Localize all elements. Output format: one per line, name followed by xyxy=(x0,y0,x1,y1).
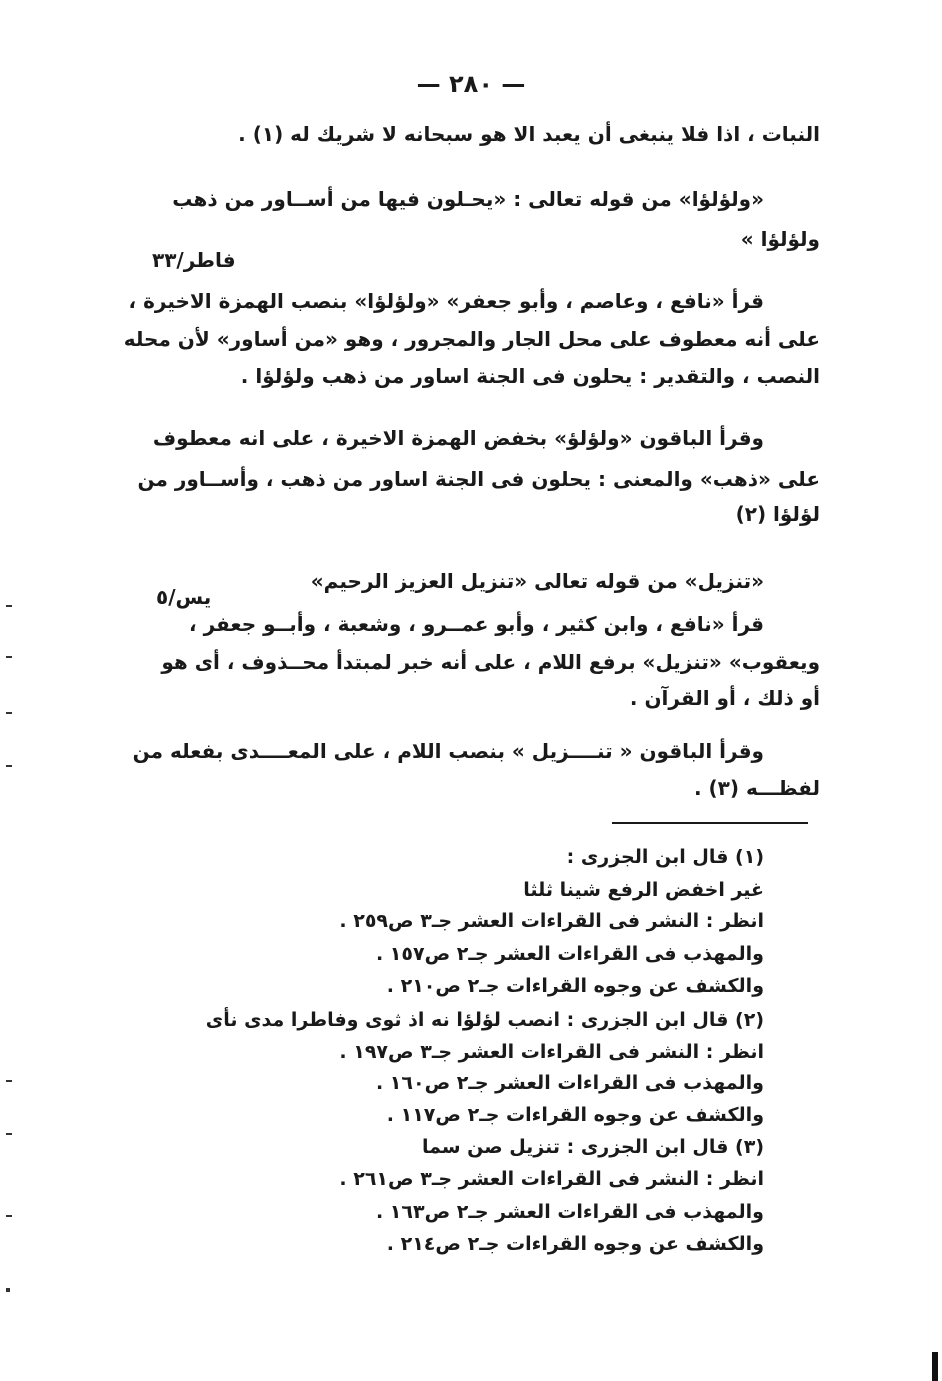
body-line: قرأ «نافع ، وابن كثير ، وأبو عمــرو ، وشعبة ، وأبــو جعفر ، xyxy=(189,612,764,636)
footnote-line: والكشف عن وجوه القراءات جـ٢ ص٢١٤ . xyxy=(386,1233,764,1255)
footnote-line: (٢) قال ابن الجزرى : انصب لؤلؤا نه اذ ثوى وفاطرا مدى نأى xyxy=(205,1009,764,1031)
footnote-line: انظر : النشر فى القراءات العشر جـ٣ ص٢٥٩ . xyxy=(339,910,764,932)
scan-margin-mark xyxy=(6,1133,12,1135)
footnote-line: والكشف عن وجوه القراءات جـ٢ ص١١٧ . xyxy=(386,1104,764,1126)
body-line: وقرأ الباقون «ولؤلؤ» بخفض الهمزة الاخيرة ، على انه معطوف xyxy=(152,426,764,450)
scan-margin-mark xyxy=(6,712,12,714)
footnote-line: انظر : النشر فى القراءات العشر جـ٣ ص٢٦١ . xyxy=(339,1168,764,1190)
body-line: على «ذهب» والمعنى : يحلون فى الجنة اساور من ذهب ، وأســاور من xyxy=(137,467,820,491)
scan-margin-mark xyxy=(6,605,12,607)
body-line: النصب ، والتقدير : يحلون فى الجنة اساور من ذهب ولؤلؤا . xyxy=(240,364,820,388)
footnote-line: والمهذب فى القراءات العشر جـ٢ ص١٦٣ . xyxy=(375,1201,764,1223)
footnote-line: والمهذب فى القراءات العشر جـ٢ ص١٦٠ . xyxy=(375,1072,764,1094)
scan-margin-mark xyxy=(6,765,12,767)
footnote-separator xyxy=(612,822,808,824)
body-line: النبات ، اذا فلا ينبغى أن يعبد الا هو سبحانه لا شريك له (١) . xyxy=(238,122,820,146)
verse-reference: فاطر/٣٣ xyxy=(152,248,236,272)
body-line: قرأ «نافع ، وعاصم ، وأبو جعفر» «ولؤلؤا» بنصب الهمزة الاخيرة ، xyxy=(128,289,764,313)
footnote-line: غير اخفض الرفع شينا ثلثا xyxy=(523,879,764,901)
page-number: — ٢٨٠ — xyxy=(416,70,526,98)
scan-margin-mark xyxy=(6,1215,12,1217)
body-line: «ولؤلؤا» من قوله تعالى : «يحـلون فيها من أســاور من ذهب xyxy=(172,187,764,211)
body-line: ويعقوب» «تنزيل» برفع اللام ، على أنه خبر لمبتدأ محــذوف ، أى هو xyxy=(161,650,820,674)
body-line: أو ذلك ، أو القرآن . xyxy=(629,686,820,710)
scan-margin-mark xyxy=(6,656,12,658)
body-line: لؤلؤا (٢) xyxy=(735,502,820,526)
footnote-line: (١) قال ابن الجزرى : xyxy=(566,846,764,868)
scan-margin-mark xyxy=(6,1080,12,1082)
body-line: لفظـــه (٣) . xyxy=(693,776,820,800)
verse-reference: يس/٥ xyxy=(156,585,212,609)
scan-edge-mark xyxy=(932,1352,938,1381)
body-line: على أنه معطوف على محل الجار والمجرور ، وهو «من أساور» لأن محله xyxy=(123,327,820,351)
body-line: «تنزيل» من قوله تعالى «تنزيل العزيز الرحيم» xyxy=(310,569,764,593)
footnote-line: (٣) قال ابن الجزرى : تنزيل صن سما xyxy=(421,1136,764,1158)
footnote-line: انظر : النشر فى القراءات العشر جـ٣ ص١٩٧ . xyxy=(339,1041,764,1063)
body-line: وقرأ الباقون « تنــــزيل » بنصب اللام ، على المعــــدى بفعله من xyxy=(132,739,764,763)
footnote-line: والكشف عن وجوه القراءات جـ٢ ص٢١٠ . xyxy=(386,975,764,997)
footnote-line: والمهذب فى القراءات العشر جـ٢ ص١٥٧ . xyxy=(375,943,764,965)
scan-margin-mark xyxy=(6,1288,10,1292)
body-line: ولؤلؤا » xyxy=(740,227,820,251)
